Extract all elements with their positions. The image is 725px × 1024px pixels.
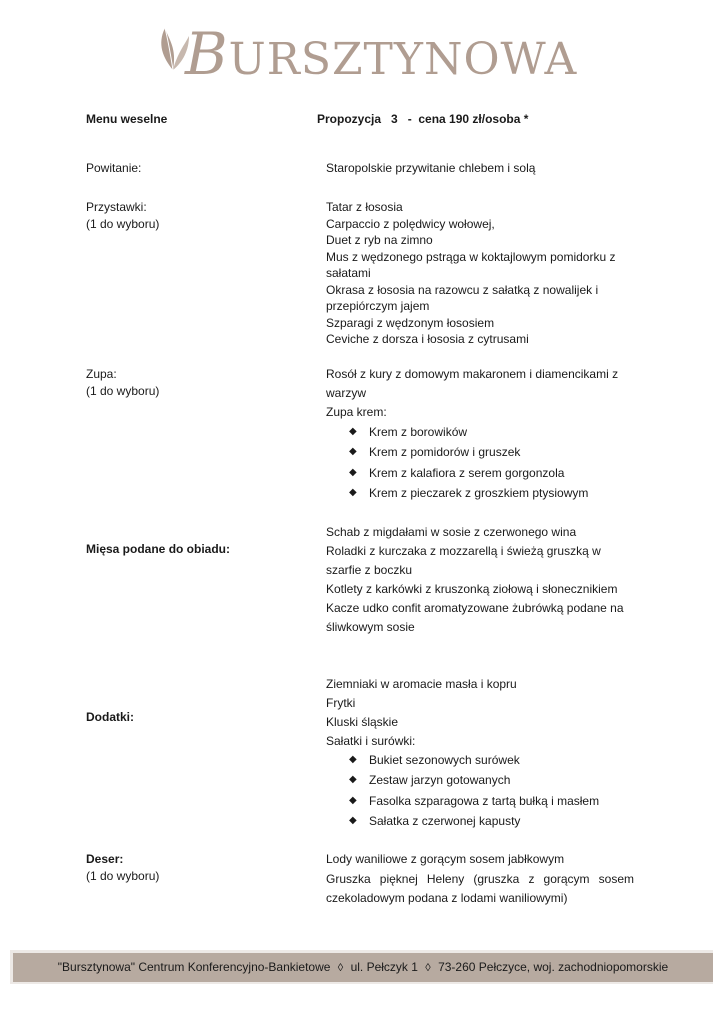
list-item: ◆ Krem z pomidorów i gruszek (349, 442, 588, 462)
brand-name: BURSZTYNOWA (185, 20, 578, 88)
list-item: warzyw (326, 386, 367, 400)
list-item: Kotlety z karkówki z kruszonką ziołową i słonecznikiem (326, 582, 618, 596)
przystawki-choice-note: (1 do wyboru) (86, 216, 160, 231)
zupa-choice-note: (1 do wyboru) (86, 383, 160, 398)
section-label-miesa: Mięsa podane do obiadu: (86, 542, 231, 556)
diamond-separator-icon: ◊ (337, 962, 344, 974)
diamond-bullet-icon: ◆ (349, 466, 357, 478)
list-item: Kluski śląskie (326, 715, 399, 729)
list-item: przepiórczym jajem (326, 299, 430, 313)
deser-choice-note: (1 do wyboru) (86, 868, 160, 883)
list-item: Mus z wędzonego pstrąga w koktajlowym pomidorku z (326, 249, 616, 264)
list-item: Okrasa z łososia na razowcu z sałatką z nowalijek i (326, 282, 599, 297)
list-item: ◆ Sałatka z czerwonej kapusty (349, 811, 599, 831)
list-item: Szparagi z wędzonym łososiem (326, 315, 495, 330)
list-item: śliwkowym sosie (326, 620, 415, 634)
list-item: Sałatki i surówki: (326, 734, 416, 748)
list-item: ◆ Krem z kalafiora z serem gorgonzola (349, 463, 588, 483)
list-item: Tatar z łososia (326, 200, 403, 214)
section-label-zupa: Zupa: (86, 367, 117, 381)
list-item: Schab z migdałami w sosie z czerwonego wina (326, 525, 577, 539)
list-item: ◆ Krem z borowików (349, 422, 588, 442)
list-item: ◆ Bukiet sezonowych surówek (349, 750, 599, 770)
diamond-bullet-icon: ◆ (349, 774, 357, 786)
diamond-bullet-icon: ◆ (349, 426, 357, 437)
diamond-bullet-icon: ◆ (349, 814, 357, 826)
list-item: ◆ Fasolka szparagowa z tartą bułką i masłem (349, 791, 599, 811)
section-label-przystawki: Przystawki: (86, 200, 147, 214)
list-item: sałatami (326, 266, 371, 280)
list-item: Lody waniliowe z gorącym sosem jabłkowym (326, 852, 565, 866)
list-item: Carpaccio z polędwicy wołowej, (326, 216, 495, 231)
list-item: ◆ Zestaw jarzyn gotowanych (349, 770, 599, 790)
section-label-powitanie: Powitanie: (86, 161, 142, 175)
list-item: Rosół z kury z domowym makaronem i diamencikami z (326, 367, 619, 381)
section-label-dodatki: Dodatki: (86, 710, 134, 724)
salatki-list (349, 750, 599, 831)
list-item: Frytki (326, 696, 356, 710)
footer-address: "Bursztynowa" Centrum Konferencyjno-Bankietowe ◊ ul. Pełczyk 1 ◊ 73-260 Pełczyce, woj. zachodniopomorskie (13, 953, 713, 982)
list-item: ◆ Krem z pieczarek z groszkiem ptysiowym (349, 483, 588, 503)
diamond-bullet-icon: ◆ (349, 794, 357, 806)
list-item: Roladki z kurczaka z mozzarellą i świeżą gruszką w (326, 544, 601, 558)
deser-paragraph: Gruszka pięknej Heleny (gruszka z gorącym sosem czekoladowym podana z lodami waniliowymi) (326, 872, 634, 905)
list-item: szarfie z boczku (326, 563, 413, 577)
zupa-krem-list (349, 422, 588, 503)
section-label-deser: Deser: (86, 852, 124, 866)
list-item: Kacze udko confit aromatyzowane żubrówką podane na (326, 601, 624, 615)
diamond-bullet-icon: ◆ (349, 486, 357, 498)
list-item: Zupa krem: (326, 405, 387, 419)
list-item: Duet z ryb na zimno (326, 233, 433, 247)
proposal-price: Propozycja 3 - cena 190 zł/osoba * (317, 112, 529, 126)
menu-title: Menu weselne (86, 112, 168, 126)
list-item: Ziemniaki w aromacie masła i kopru (326, 677, 517, 691)
brand-logo (155, 18, 578, 88)
list-item: Ceviche z dorsza i łososia z cytrusami (326, 332, 529, 346)
diamond-separator-icon: ◊ (425, 962, 431, 974)
diamond-bullet-icon: ◆ (349, 446, 357, 458)
diamond-bullet-icon: ◆ (349, 754, 357, 765)
powitanie-item: Staropolskie przywitanie chlebem i solą (326, 161, 536, 175)
